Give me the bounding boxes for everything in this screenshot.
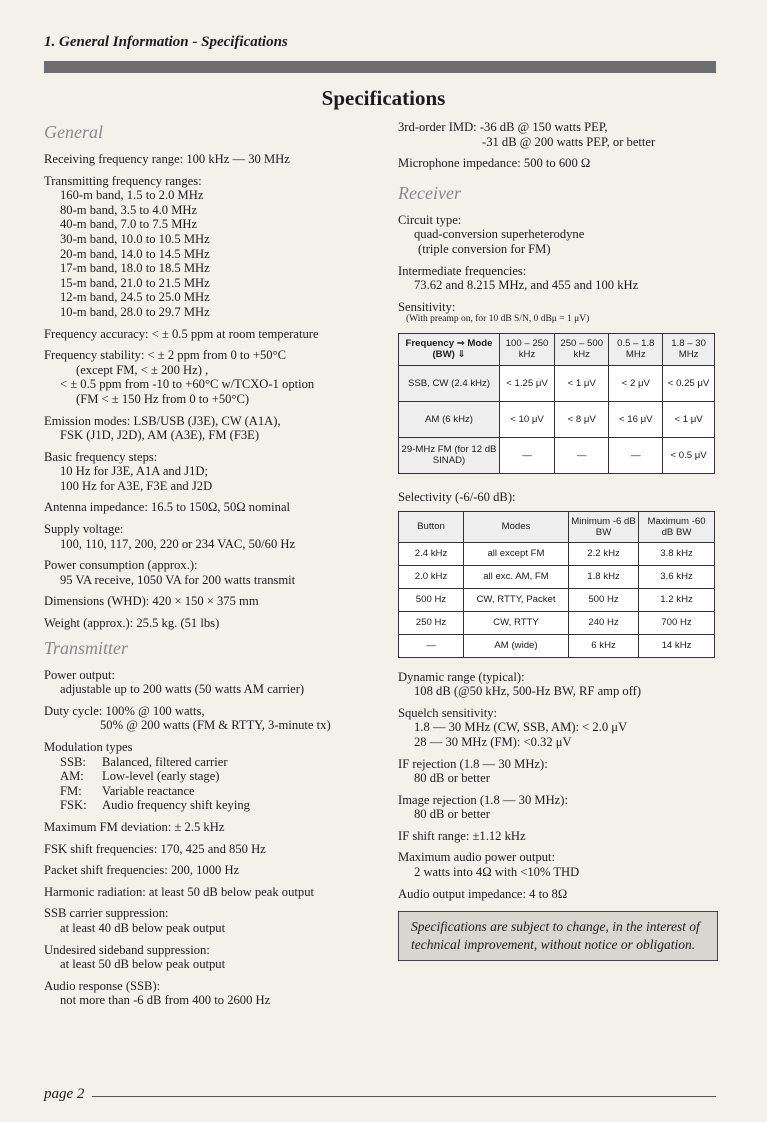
circuit-type — [398, 213, 718, 257]
if-rejection-label: IF rejection (1.8 — 30 MHz): — [398, 756, 548, 771]
power-consumption — [44, 558, 374, 587]
modulation-desc: Balanced, filtered carrier — [102, 754, 228, 769]
table-cell: 3.8 kHz — [639, 542, 715, 565]
section-heading-receiver: Receiver — [398, 182, 461, 203]
fm-deviation: Maximum FM deviation: ± 2.5 kHz — [44, 819, 225, 834]
table-cell: 250 Hz — [399, 611, 464, 634]
output-value: adjustable up to 200 watts (50 watts AM carrier) — [60, 682, 305, 697]
modulation-label: Modulation types — [44, 740, 133, 754]
table-cell: < 16 μV — [609, 401, 663, 437]
tx-band: 40-m band, 7.0 to 7.5 MHz — [60, 217, 198, 232]
table-cell: < 8 μV — [555, 401, 609, 437]
table-cell: 500 Hz — [569, 588, 639, 611]
weight: Weight (approx.): 25.5 kg. (51 lbs) — [44, 616, 220, 631]
table-header-cell: 0.5 – 1.8 MHz — [609, 333, 663, 365]
table-cell: — — [555, 437, 609, 473]
table-cell: < 10 μV — [500, 401, 555, 437]
intermediate-frequencies — [398, 264, 718, 293]
table-cell: < 1 μV — [663, 401, 715, 437]
emission-modes — [44, 414, 374, 443]
table-cell: < 2 μV — [609, 365, 663, 401]
section-heading-general: General — [44, 122, 103, 142]
table-cell: 700 Hz — [639, 611, 715, 634]
fsk-shift: FSK shift frequencies: 170, 425 and 850 Hz — [44, 841, 266, 856]
sensitivity-table — [398, 333, 715, 474]
output-label: Power output: — [44, 667, 116, 682]
tx-band: 10-m band, 28.0 to 29.7 MHz — [60, 304, 210, 319]
modulation-desc: Low-level (early stage) — [102, 769, 220, 784]
selectivity-label: Selectivity (-6/-60 dB): — [398, 489, 516, 504]
if-shift-range: IF shift range: ±1.12 kHz — [398, 828, 526, 843]
squelch-label: Squelch sensitivity: — [398, 705, 497, 720]
table-cell: 2.4 kHz — [399, 542, 464, 565]
image-rejection-label: Image rejection (1.8 — 30 MHz): — [398, 792, 568, 807]
section-heading-transmitter: Transmitter — [44, 637, 129, 658]
table-header-cell: Minimum -6 dB BW — [569, 511, 639, 542]
audio-output-value: 2 watts into 4Ω with <10% THD — [414, 865, 580, 880]
if-rejection-value: 80 dB or better — [414, 771, 490, 786]
audio-response-label: Audio response (SSB): — [44, 978, 161, 993]
audio-output-impedance: Audio output impedance: 4 to 8Ω — [398, 886, 568, 901]
carrier-label: SSB carrier suppression: — [44, 906, 169, 921]
sideband-suppression — [44, 943, 374, 972]
image-rejection — [398, 793, 718, 822]
page-title: Specifications — [321, 86, 446, 110]
table-header-cell: Frequency ⇒ Mode (BW) ⇓ — [399, 333, 500, 365]
tx-band: 15-m band, 21.0 to 21.5 MHz — [60, 275, 210, 290]
power-output — [44, 668, 374, 697]
carrier-value: at least 40 dB below peak output — [60, 920, 226, 935]
tx-band: 17-m band, 18.0 to 18.5 MHz — [60, 261, 210, 276]
steps-label: Basic frequency steps: — [44, 449, 158, 464]
stability-line: < ± 0.5 ppm from -10 to +60°C w/TCXO-1 option — [60, 377, 315, 392]
supply-label: Supply voltage: — [44, 522, 124, 537]
if-label: Intermediate frequencies: — [398, 263, 527, 278]
duty-line: Duty cycle: 100% @ 100 watts, — [44, 703, 205, 718]
modulation-row — [44, 769, 374, 784]
frequency-accuracy: Frequency accuracy: < ± 0.5 ppm at room temperature — [44, 326, 319, 341]
circuit-label: Circuit type: — [398, 212, 462, 227]
sideband-label: Undesired sideband suppression: — [44, 942, 210, 957]
table-row — [399, 588, 715, 611]
table-cell: CW, RTTY, Packet — [464, 588, 569, 611]
supply-value: 100, 110, 117, 200, 220 or 234 VAC, 50/60 Hz — [60, 536, 296, 551]
modulation-mode: FSK: — [60, 798, 87, 813]
tx-band: 30-m band, 10.0 to 10.5 MHz — [60, 231, 210, 246]
table-cell: 14 kHz — [639, 634, 715, 657]
modulation-row — [44, 784, 374, 799]
image-rejection-value: 80 dB or better — [414, 807, 490, 822]
sensitivity-note: (With preamp on, for 10 dB S/N, 0 dBμ = 1 μV) — [406, 314, 590, 325]
stability-line: Frequency stability: < ± 2 ppm from 0 to +50°C — [44, 348, 286, 363]
table-cell: 6 kHz — [569, 634, 639, 657]
table-header-row — [399, 511, 715, 542]
modulation-desc: Audio frequency shift keying — [102, 798, 250, 813]
table-header-cell: 1.8 – 30 MHz — [663, 333, 715, 365]
left-column — [44, 120, 374, 1015]
imd-line: 3rd-order IMD: -36 dB @ 150 watts PEP, — [398, 120, 608, 134]
table-row — [399, 542, 715, 565]
tx-band: 12-m band, 24.5 to 25.0 MHz — [60, 290, 210, 305]
frequency-stability — [44, 348, 374, 406]
right-column — [398, 120, 718, 961]
table-row — [399, 565, 715, 588]
table-row — [399, 437, 715, 473]
table-cell: — — [500, 437, 555, 473]
if-value: 73.62 and 8.215 MHz, and 455 and 100 kHz — [414, 278, 639, 293]
tx-ranges-label: Transmitting frequency ranges: — [44, 173, 202, 188]
modulation-row — [44, 798, 374, 813]
modulation-desc: Variable reactance — [102, 783, 195, 798]
table-row — [399, 634, 715, 657]
footer-rule — [92, 1096, 716, 1097]
table-cell: 2.0 kHz — [399, 565, 464, 588]
table-cell: < 0.25 μV — [663, 365, 715, 401]
dimensions: Dimensions (WHD): 420 × 150 × 375 mm — [44, 594, 259, 609]
emission-line: FSK (J1D, J2D), AM (A3E), FM (F3E) — [60, 428, 260, 443]
table-header-cell: Modes — [464, 511, 569, 542]
imd — [398, 120, 718, 149]
table-header-cell: Maximum -60 dB BW — [639, 511, 715, 542]
header-rule — [44, 61, 716, 73]
table-header-cell: 250 – 500 kHz — [555, 333, 609, 365]
table-cell: < 1 μV — [555, 365, 609, 401]
table-cell: CW, RTTY — [464, 611, 569, 634]
modulation-types — [44, 740, 374, 813]
table-row — [399, 365, 715, 401]
running-header: 1. General Information - Specifications — [44, 34, 288, 50]
modulation-mode: SSB: — [60, 754, 86, 769]
table-cell: all except FM — [464, 542, 569, 565]
selectivity-table — [398, 511, 715, 658]
sensitivity-label: Sensitivity: — [398, 299, 456, 314]
dynamic-label: Dynamic range (typical): — [398, 669, 525, 684]
table-cell: SSB, CW (2.4 kHz) — [399, 365, 500, 401]
max-audio-output — [398, 850, 718, 879]
table-cell: AM (6 kHz) — [399, 401, 500, 437]
table-cell: 240 Hz — [569, 611, 639, 634]
table-cell: 1.8 kHz — [569, 565, 639, 588]
tx-ranges — [44, 174, 374, 320]
table-cell: AM (wide) — [464, 634, 569, 657]
audio-response-value: not more than -6 dB from 400 to 2600 Hz — [60, 993, 271, 1008]
stability-line: (FM < ± 150 Hz from 0 to +50°C) — [76, 391, 250, 406]
antenna-impedance: Antenna impedance: 16.5 to 150Ω, 50Ω nominal — [44, 500, 291, 515]
table-row — [399, 401, 715, 437]
duty-cycle — [44, 704, 374, 733]
squelch-sensitivity — [398, 706, 718, 750]
duty-line: 50% @ 200 watts (FM & RTTY, 3-minute tx) — [100, 718, 331, 733]
squelch-line: 28 — 30 MHz (FM): <0.32 μV — [414, 734, 572, 749]
table-cell: 1.2 kHz — [639, 588, 715, 611]
rx-range: Receiving frequency range: 100 kHz — 30 MHz — [44, 152, 290, 166]
table-header-cell: Button — [399, 511, 464, 542]
table-row — [399, 611, 715, 634]
steps-line: 10 Hz for J3E, A1A and J1D; — [60, 464, 208, 479]
table-cell: 2.2 kHz — [569, 542, 639, 565]
harmonic-radiation: Harmonic radiation: at least 50 dB below peak output — [44, 884, 314, 899]
page-number: page 2 — [44, 1086, 85, 1102]
circuit-line: (triple conversion for FM) — [418, 241, 551, 256]
supply-voltage — [44, 522, 374, 551]
squelch-line: 1.8 — 30 MHz (CW, SSB, AM): < 2.0 μV — [414, 720, 628, 735]
table-cell: — — [399, 634, 464, 657]
tx-band: 80-m band, 3.5 to 4.0 MHz — [60, 202, 198, 217]
table-header-row — [399, 333, 715, 365]
stability-line: (except FM, < ± 200 Hz) , — [76, 362, 209, 377]
modulation-mode: FM: — [60, 783, 82, 798]
packet-shift: Packet shift frequencies: 200, 1000 Hz — [44, 863, 240, 878]
table-cell: 500 Hz — [399, 588, 464, 611]
table-cell: < 1.25 μV — [500, 365, 555, 401]
notice-box: Specifications are subject to change, in the interest of technical improvement, without notice or obligation. — [398, 911, 718, 961]
modulation-mode: AM: — [60, 769, 84, 784]
frequency-steps — [44, 450, 374, 494]
power-value: 95 VA receive, 1050 VA for 200 watts transmit — [60, 572, 296, 587]
audio-response — [44, 979, 374, 1008]
tx-band: 20-m band, 14.0 to 14.5 MHz — [60, 246, 210, 261]
circuit-line: quad-conversion superheterodyne — [414, 227, 585, 242]
table-cell: 29-MHz FM (for 12 dB SINAD) — [399, 437, 500, 473]
table-cell: 3.6 kHz — [639, 565, 715, 588]
steps-line: 100 Hz for A3E, F3E and J2D — [60, 478, 213, 493]
if-rejection — [398, 757, 718, 786]
modulation-row — [44, 755, 374, 770]
dynamic-range — [398, 670, 718, 699]
emission-line: Emission modes: LSB/USB (J3E), CW (A1A), — [44, 413, 281, 428]
dynamic-value: 108 dB (@50 kHz, 500-Hz BW, RF amp off) — [414, 684, 642, 699]
mic-impedance: Microphone impedance: 500 to 600 Ω — [398, 156, 591, 171]
power-label: Power consumption (approx.): — [44, 558, 198, 573]
carrier-suppression — [44, 906, 374, 935]
table-cell: < 0.5 μV — [663, 437, 715, 473]
sideband-value: at least 50 dB below peak output — [60, 957, 226, 972]
tx-band: 160-m band, 1.5 to 2.0 MHz — [60, 188, 204, 203]
table-cell: all exc. AM, FM — [464, 565, 569, 588]
imd-line: -31 dB @ 200 watts PEP, or better — [482, 134, 656, 149]
table-cell: — — [609, 437, 663, 473]
table-header-cell: 100 – 250 kHz — [500, 333, 555, 365]
audio-output-label: Maximum audio power output: — [398, 850, 556, 865]
